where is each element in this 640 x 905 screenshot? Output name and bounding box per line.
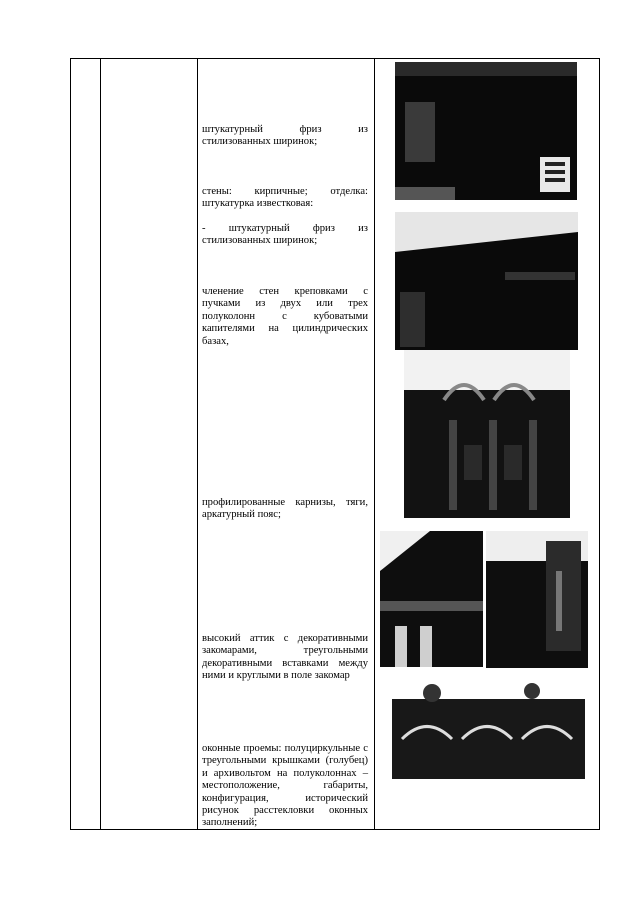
- description-cornices: профилированные карнизы, тяги, аркатурный пояс;: [202, 497, 368, 521]
- photo-attic: [486, 531, 588, 668]
- column-divider-2: [197, 59, 198, 829]
- photo-wall-division: [404, 350, 570, 518]
- photo-frieze: [395, 62, 577, 200]
- description-frieze-2: - штукатурный фриз из стилизованных ширинок;: [202, 223, 368, 247]
- description-windows: оконные проемы: полуциркульные с треугольными крышками (голубец) и архивольтом на полуколоннах – местоположение, габариты, конфигурация, исторический рисунок расстекловки оконных заполнений;: [202, 743, 368, 829]
- column-divider-3: [374, 59, 375, 829]
- photo-cornice: [380, 531, 483, 667]
- column-divider-1: [100, 59, 101, 829]
- description-wall-division: членение стен креповками с пучками из двух или трех полуколонн с кубоватыми капителями на цилиндрических базах,: [202, 286, 368, 347]
- photo-windows: [392, 679, 585, 779]
- description-walls: стены: кирпичные; отделка: штукатурка известковая:: [202, 186, 368, 210]
- description-frieze: штукатурный фриз из стилизованных ширинок;: [202, 124, 368, 148]
- description-attic: высокий аттик с декоративными закомарами, треугольными декоративными вставками между ними и круглыми в поле закомар: [202, 633, 368, 682]
- photo-frieze-detail: [395, 212, 578, 350]
